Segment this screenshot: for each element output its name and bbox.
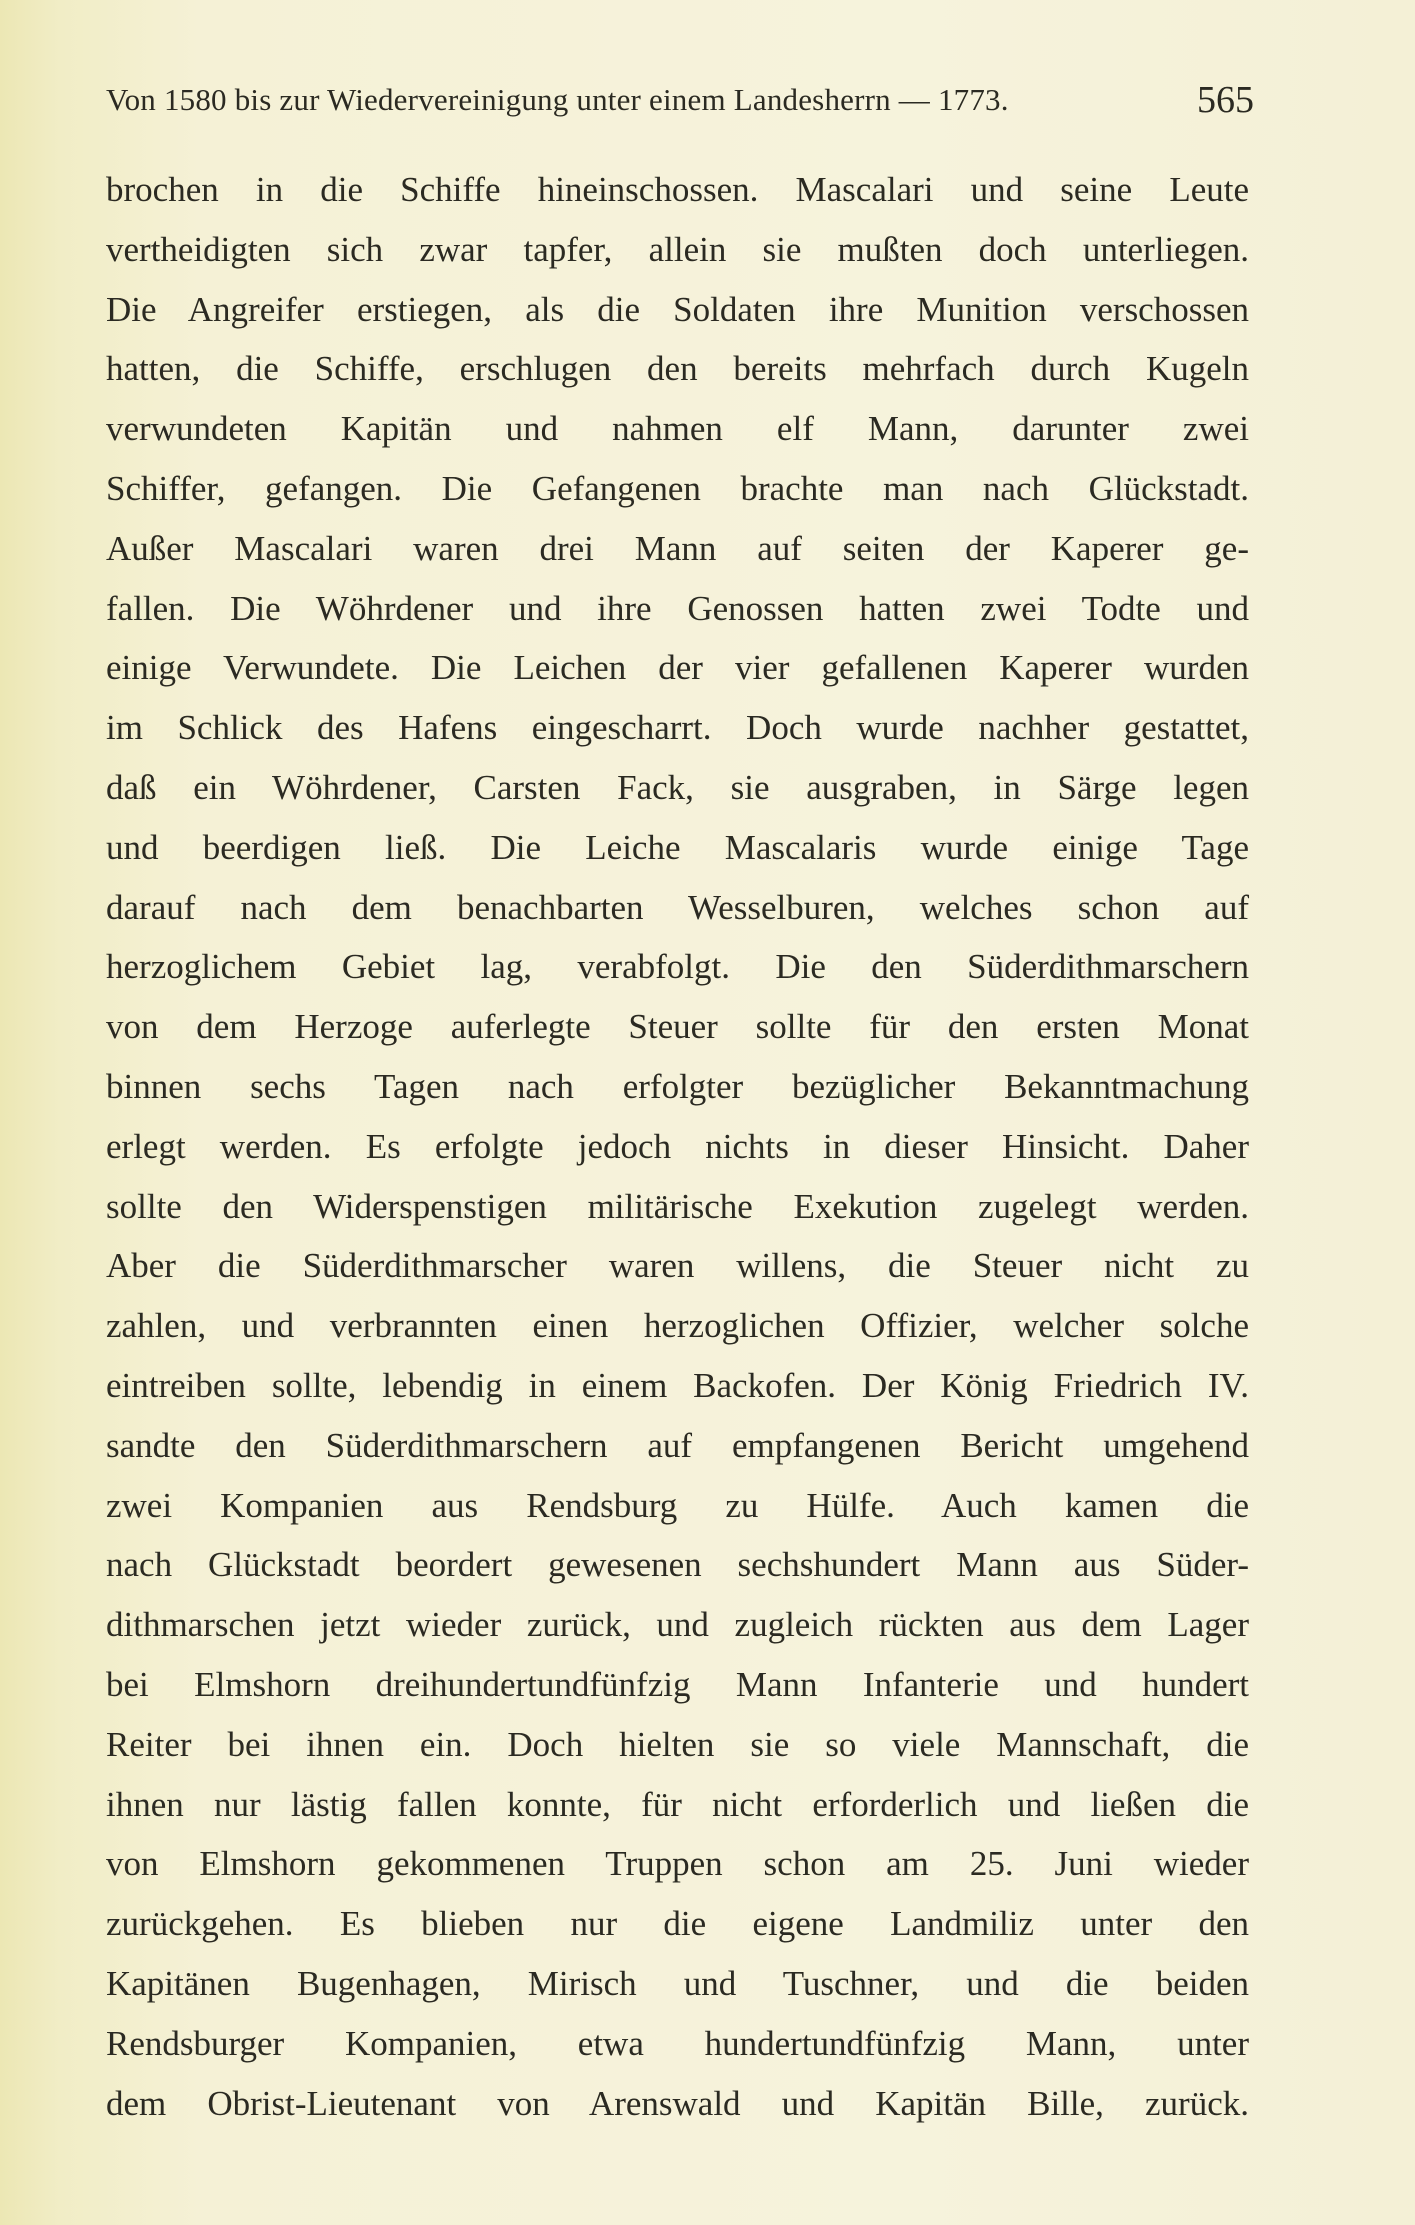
text-line: herzoglichem Gebiet lag, verabfolgt. Die den Süderdithmarschern: [106, 947, 1249, 987]
text-line: Die Angreifer erstiegen, als die Soldaten ihre Munition verschossen: [106, 289, 1249, 329]
text-line: erlegt werden. Es erfolgte jedoch nichts in dieser Hinsicht. Daher: [106, 1126, 1249, 1166]
text-line: einige Verwundete. Die Leichen der vier gefallenen Kaperer wurden: [106, 648, 1249, 688]
text-line: daß ein Wöhrdener, Carsten Fack, sie ausgraben, in Särge legen: [106, 767, 1249, 807]
text-line: Kapitänen Bugenhagen, Mirisch und Tuschner, und die beiden: [106, 1963, 1249, 2003]
text-line: fallen. Die Wöhrdener und ihre Genossen hatten zwei Todte und: [106, 588, 1249, 628]
text-line: nach Glückstadt beordert gewesenen sechshundert Mann aus Süder-: [106, 1545, 1249, 1585]
text-line: binnen sechs Tagen nach erfolgter bezüglicher Bekanntmachung: [106, 1066, 1249, 1106]
text-line: bei Elmshorn dreihundertundfünfzig Mann Infanterie und hundert: [106, 1664, 1249, 1704]
text-line: hatten, die Schiffe, erschlugen den bereits mehrfach durch Kugeln: [106, 349, 1249, 389]
text-line: Schiffer, gefangen. Die Gefangenen brachte man nach Glückstadt.: [106, 468, 1249, 508]
text-line: ihnen nur lästig fallen konnte, für nicht erforderlich und ließen die: [106, 1784, 1249, 1824]
text-line: zwei Kompanien aus Rendsburg zu Hülfe. Auch kamen die: [106, 1485, 1249, 1525]
text-line: dithmarschen jetzt wieder zurück, und zugleich rückten aus dem Lager: [106, 1605, 1249, 1645]
text-line: Außer Mascalari waren drei Mann auf seiten der Kaperer ge-: [106, 528, 1249, 568]
text-line: darauf nach dem benachbarten Wesselburen, welches schon auf: [106, 887, 1249, 927]
running-title: Von 1580 bis zur Wiedervereinigung unter einem Landesherrn — 1773.: [106, 82, 1009, 117]
text-line: und beerdigen ließ. Die Leiche Mascalaris wurde einige Tage: [106, 827, 1249, 867]
body-text: [106, 160, 1249, 2133]
text-line: Reiter bei ihnen ein. Doch hielten sie so viele Mannschaft, die: [106, 1724, 1249, 1764]
text-line: eintreiben sollte, lebendig in einem Backofen. Der König Friedrich IV.: [106, 1365, 1249, 1405]
text-line: vertheidigten sich zwar tapfer, allein sie mußten doch unterliegen.: [106, 229, 1249, 269]
text-line: zahlen, und verbrannten einen herzoglichen Offizier, welcher solche: [106, 1306, 1249, 1346]
page-header: [106, 78, 1254, 122]
text-line: sandte den Süderdithmarschern auf empfangenen Bericht umgehend: [106, 1425, 1249, 1465]
text-line: brochen in die Schiffe hineinschossen. Mascalari und seine Leute: [106, 170, 1249, 209]
text-line: dem Obrist-Lieutenant von Arenswald und Kapitän Bille, zurück.: [106, 2083, 1249, 2123]
text-line: von Elmshorn gekommenen Truppen schon am 25. Juni wieder: [106, 1844, 1249, 1884]
text-line: im Schlick des Hafens eingescharrt. Doch wurde nachher gestattet,: [106, 708, 1249, 748]
text-line: verwundeten Kapitän und nahmen elf Mann, darunter zwei: [106, 409, 1249, 449]
text-line: Rendsburger Kompanien, etwa hundertundfünfzig Mann, unter: [106, 2023, 1249, 2063]
text-line: sollte den Widerspenstigen militärische Exekution zugelegt werden.: [106, 1186, 1249, 1226]
text-line: Aber die Süderdithmarscher waren willens, die Steuer nicht zu: [106, 1246, 1249, 1286]
text-line: von dem Herzoge auferlegte Steuer sollte für den ersten Monat: [106, 1007, 1249, 1047]
page-number: 565: [1197, 79, 1254, 121]
text-line: zurückgehen. Es blieben nur die eigene Landmiliz unter den: [106, 1904, 1249, 1944]
